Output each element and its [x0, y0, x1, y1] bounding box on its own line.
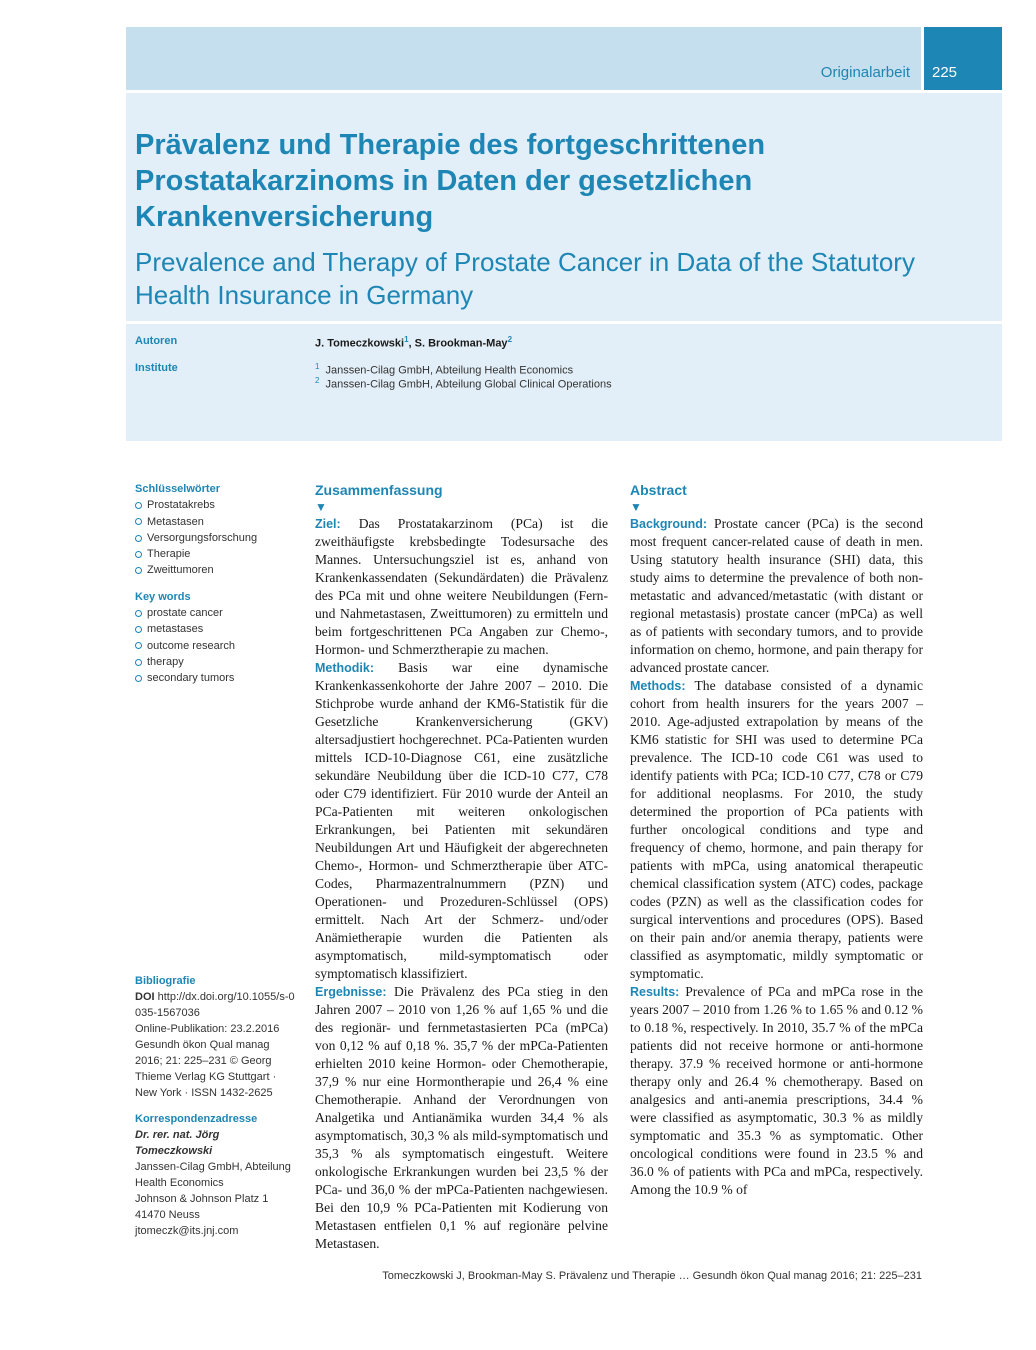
- institute-name: Janssen-Cilag GmbH, Abteilung Global Clinical Operations: [325, 378, 612, 391]
- institutes-label: Institute: [135, 362, 178, 374]
- keyword-item: [135, 670, 295, 686]
- correspondence-city: 41470 Neuss: [135, 1209, 200, 1221]
- keyword-text: Prostatakrebs: [147, 499, 215, 512]
- keyword-item: [135, 514, 295, 530]
- section-label: Ziel:: [315, 517, 341, 531]
- keyword-text: metastases: [147, 623, 204, 636]
- bullet-icon: [135, 675, 142, 682]
- keyword-item: [135, 638, 295, 654]
- keyword-text: Versorgungsforschung: [147, 531, 258, 544]
- doi-line: [135, 989, 295, 1021]
- section-label: Originalarbeit: [820, 64, 910, 81]
- bullet-icon: [135, 551, 142, 558]
- abstract-text: Prevalence of PCa and mPCa rose in the years 2007 – 2010 from 1.26 % to 1.65 % and 0.12 % to 0.18 %, respectively. In 2010, 35.7 % of the mPCa patients did not receive hormone or anti-hormone therapy. 37.9 % received hormone or anti-hormone therapy only and 26.4 % chemotherapy. Based on analgesics and anti-anemia prescriptions, 34.4 % were classified as asymptomatic, 30.3 % as mildly symptomatic and 35.3 % as symptomatic. Other oncological conditions were found in 23.5 % and 36.0 % of patients with PCa and mPCa, respectively. Among the 10.9 % of: [630, 984, 923, 1197]
- keyword-item: [135, 546, 295, 562]
- summary-heading: Zusammenfassung: [315, 482, 443, 498]
- correspondence-email[interactable]: jtomeczk@its.jnj.com: [135, 1225, 239, 1237]
- bullet-icon: [135, 518, 142, 525]
- bullet-icon: [135, 659, 142, 666]
- keywords-en-heading: Key words: [135, 590, 191, 603]
- institute-2: [315, 376, 612, 391]
- keyword-item: [135, 621, 295, 637]
- authors-label: Autoren: [135, 335, 178, 347]
- triangle-down-icon: ▼: [630, 500, 642, 514]
- keyword-text: Zweittumoren: [147, 564, 214, 577]
- abstract-text: The database consisted of a dynamic cohort from health insurers for the years 2007 – 2010. Age-adjusted extrapolation by means of the KM6 statistic for SHI was used to determine PCa prevalence. The ICD-10 code C61 was used to identify patients with PCa; ICD-10 C77, C78 or C79 for additional neoplasms. For 2010, the study determined the proportion of PCa patients with further oncological conditions and type and frequency of chemo, hormone, and pain therapy for patients with mPCa, using anatomical therapeutic chemical classification system (ATC) codes, package codes (PZN) as well as the classification codes for surgical interventions and procedures (OPS). Based on their pain and/or anemia therapy, patients were classified as asymptomatic, mildly symptomatic or symptomatic.: [630, 678, 923, 981]
- keyword-text: therapy: [147, 655, 184, 668]
- keyword-item: [135, 605, 295, 621]
- keyword-item: [135, 654, 295, 670]
- header-band: [126, 27, 921, 90]
- abstract-methods: [630, 677, 923, 983]
- page-number: 225: [932, 64, 958, 81]
- summary-results: [315, 983, 608, 1253]
- institute-1: [315, 362, 573, 377]
- keyword-item: [135, 562, 295, 578]
- abstract-english: [630, 481, 923, 1199]
- summary-text: Die Prävalenz des PCa stieg in den Jahren 2007 – 2010 von 1,26 % auf 1,65 % und die des regionär- und fernmetastasierten PCa (mPCa) von 0,12 % auf 0,18 %. 35,7 % der mPCa-Patienten erhielten 2010 keine Hormon- oder Chemotherapie, 37,9 % nur eine Hormontherapie und 26,4 % eine Chemotherapie. Anhand der Verordnungen von Analgetika und Antianämika wurden 34,4 % als asymptomatisch, 30,3 % als mild-symptomatisch und 35,3 % als symptomatisch eingestuft. Weitere onkologische Erkrankungen wurden bei 23,5 % der PCa- und 36,0 % der mPCa-Patienten nachgewiesen. Bei den 10,9 % PCa-Patienten mit Kodierung von Metastasen entfielen 0,1 % auf regionäre pelvine Metastasen.: [315, 984, 608, 1251]
- section-label: Methods:: [630, 679, 686, 693]
- author-name: J. Tomeczkowski: [315, 337, 405, 350]
- summary-methods: [315, 659, 608, 983]
- keyword-text: Therapie: [147, 548, 191, 561]
- correspondence-name: Dr. rer. nat. Jörg Tomeczkowski: [135, 1129, 220, 1157]
- abstract-text: Prostate cancer (PCa) is the second most frequent cancer-related cause of death in men. Using statutory health insurance (SHI) data, this study aims to determine the prevalence of both non-metastatic and advanced/metastatic (with distant or regional metastasis) prostate cancer (mPCa) as well as of patients with secondary tumors, and to provide information on chemo, hormone, and pain therapy for advanced prostate cancer.: [630, 516, 923, 675]
- page-footer: Tomeczkowski J, Brookman-May S. Prävalenz und Therapie … Gesundh ökon Qual manag 2016; 21: 225–231: [382, 1270, 922, 1282]
- summary-german: [315, 481, 608, 1253]
- bullet-icon: [135, 610, 142, 617]
- keyword-item: [135, 530, 295, 546]
- author-affiliation-mark: 2: [507, 335, 513, 344]
- keywords-de-heading: Schlüsselwörter: [135, 483, 220, 495]
- bullet-icon: [135, 502, 142, 509]
- title-german: Prävalenz und Therapie des fortgeschrittenen Prostatakarzinoms in Daten der gesetzlichen Krankenversicherung: [135, 129, 766, 233]
- keyword-item: [135, 497, 295, 513]
- section-label: Ergebnisse:: [315, 985, 387, 999]
- section-label: Methodik:: [315, 661, 375, 675]
- institute-name: Janssen-Cilag GmbH, Abteilung Health Economics: [325, 364, 574, 377]
- section-label: Results:: [630, 985, 680, 999]
- bullet-icon: [135, 642, 142, 649]
- bullet-icon: [135, 535, 142, 542]
- triangle-down-icon: ▼: [315, 500, 327, 514]
- bullet-icon: [135, 626, 142, 633]
- online-date: Online-Publikation: 23.2.2016: [135, 1023, 280, 1035]
- correspondence-org: Janssen-Cilag GmbH, Abteilung Health Economics: [135, 1161, 291, 1189]
- author-affiliation-mark: 1: [404, 335, 409, 344]
- bibliography-block: [135, 973, 295, 1239]
- keyword-text: prostate cancer: [147, 607, 223, 620]
- summary-aim: [315, 515, 608, 659]
- section-label: Background:: [630, 517, 708, 531]
- citation: Gesundh ökon Qual manag 2016; 21: 225–231 © Georg Thieme Verlag KG Stuttgart · New York · ISSN 1432-2625: [135, 1039, 277, 1099]
- abstract-heading: Abstract: [630, 482, 687, 498]
- author-name: S. Brookman-May: [414, 337, 508, 350]
- doi-label: DOI: [135, 991, 155, 1003]
- doi-link[interactable]: http://dx.doi.org/10.1055/s-0035-1567036: [135, 991, 295, 1019]
- summary-text: Basis war eine dynamische Krankenkassenkohorte der Jahre 2007 – 2010. Die Stichprobe wurde anhand der KM6-Statistik für die Gesetzliche Krankenversicherung (GKV) altersadjustiert hochgerechnet. PCa-Patienten wurden mittels ICD-10-Diagnose C61, eine zusätzliche sekundäre Neubildung über die ICD-10 C77, C78 oder C79 identifiziert. Für 2010 wurde der Anteil an PCa-Patienten mit weiteren onkologischen Erkrankungen, bei Patienten mit sekundären Neubildungen Art und Häufigkeit der abgerechneten Chemo-, Hormon- und Schmerztherapie über ATC-Codes, Pharmazentralnummern (PZN) und Operationen- und Prozeduren-Schlüssel (OPS) ermittelt. Nach Art der Schmerz- und/oder Anämietherapie wurden die Patienten als asymptomatisch, mild-symptomatisch oder symptomatisch klassifiziert.: [315, 660, 608, 981]
- bullet-icon: [135, 567, 142, 574]
- keywords-sidebar: [135, 481, 295, 687]
- institute-mark: 2: [315, 376, 320, 385]
- keyword-text: secondary tumors: [147, 672, 235, 685]
- abstract-results: [630, 983, 923, 1199]
- title-english: Prevalence and Therapy of Prostate Cancer in Data of the Statutory Health Insurance in Germany: [135, 247, 915, 310]
- keyword-text: Metastasen: [147, 515, 204, 528]
- bibliography-heading: Bibliografie: [135, 975, 196, 987]
- authors: J. Tomeczkowski$^1$, S. Brookman-May$^2$: [315, 335, 513, 350]
- summary-text: Das Prostatakarzinom (PCa) ist die zweithäufigste krebsbedingte Todesursache des Mannes. Untersuchungsziel ist es, anhand von Krankenkassendaten (Sekundärdaten) die Prävalenz des PCa mit und ohne weitere Neubildungen (Fern- und Nahmetastasen, Zweittumoren) zu ermitteln und beim fortgeschrittenen PCa Angaben zur Chemo-, Hormon- und Schmerztherapie zu machen.: [315, 516, 609, 657]
- institute-mark: 1: [315, 362, 320, 371]
- keyword-text: outcome research: [147, 639, 236, 652]
- abstract-background: [630, 515, 923, 677]
- correspondence-heading: Korrespondenzadresse: [135, 1113, 258, 1125]
- correspondence-street: Johnson & Johnson Platz 1: [135, 1193, 269, 1205]
